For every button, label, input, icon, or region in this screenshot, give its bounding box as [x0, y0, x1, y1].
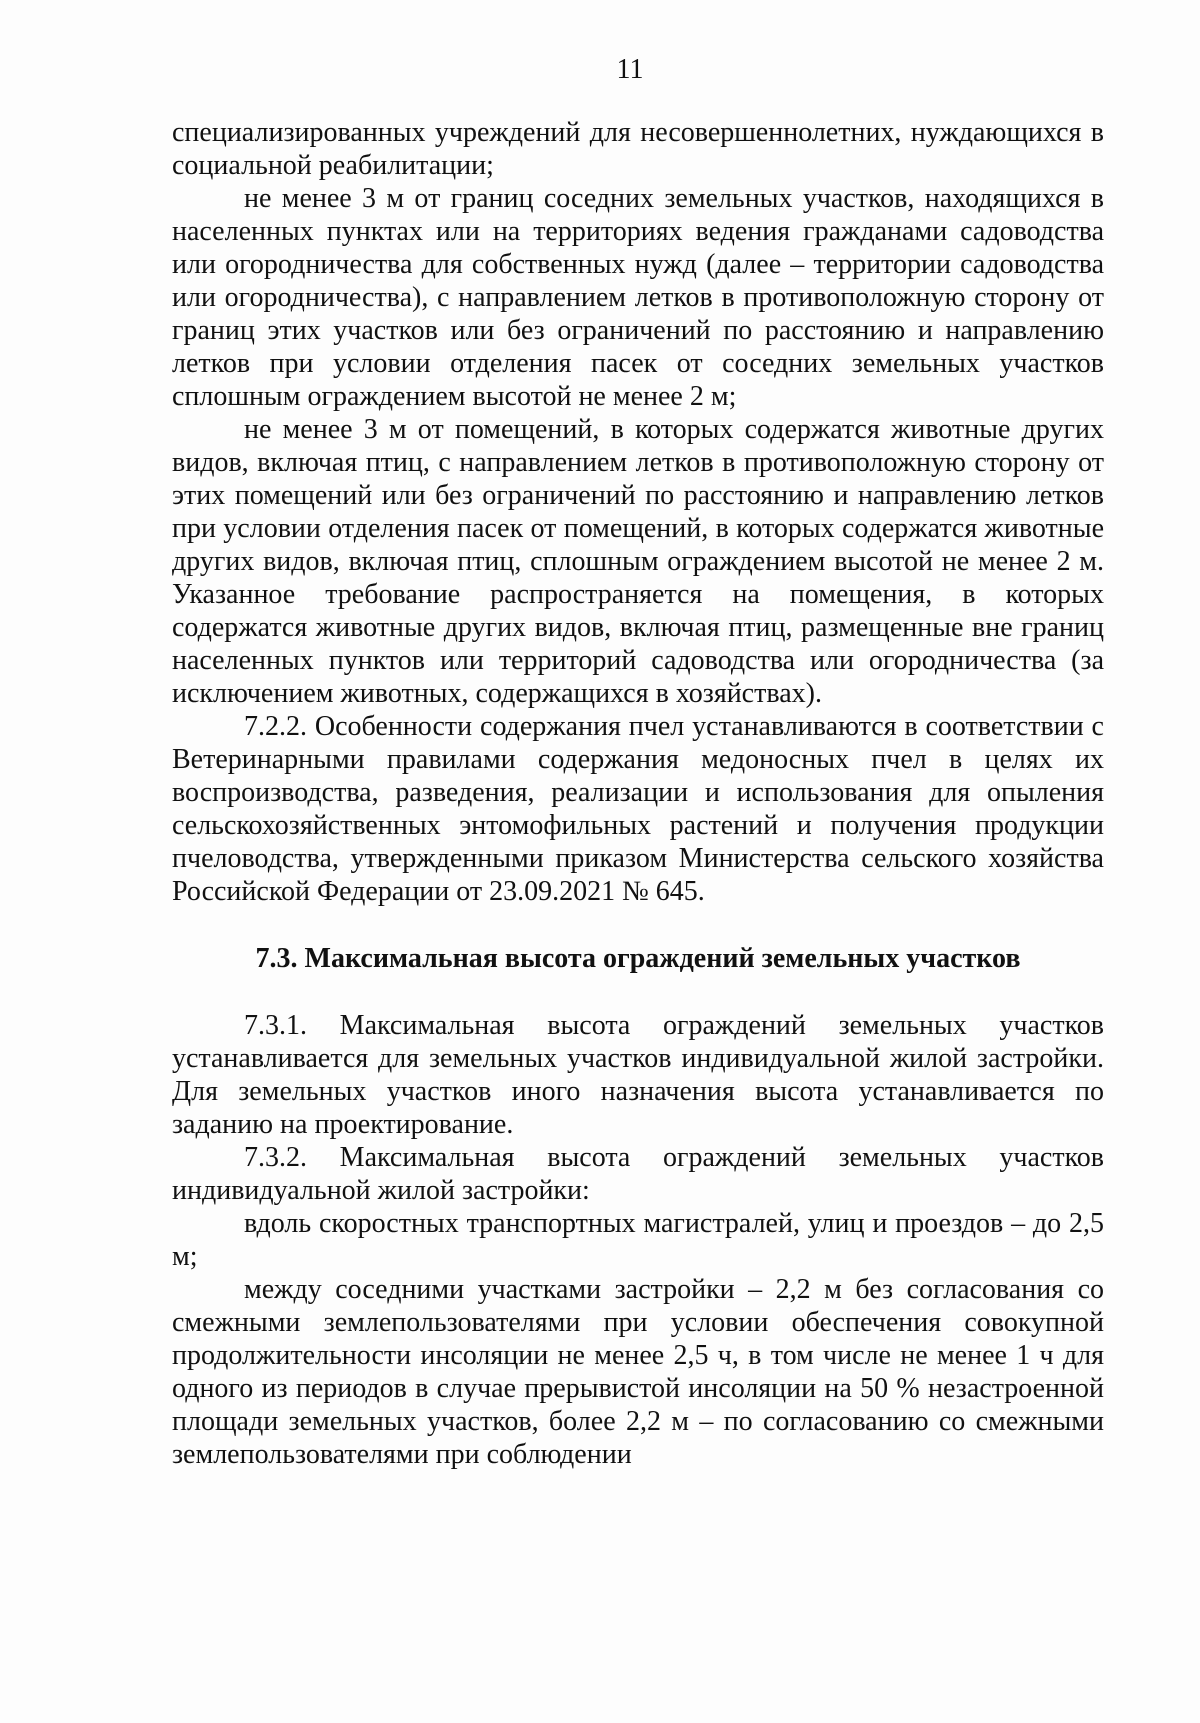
paragraph-8: между соседними участками застройки – 2,2 м без согласования со смежными землепользователями при условии обеспечения совокупной продолжительности инсоляции не менее 2,5 ч, в том числе не менее 1 ч для одного из периодов в случае прерывистой инсоляции на 50 % незастроенной площади земельных участков, более 2,2 м – по согласованию со смежными землепользователями при соблюдении — [172, 1274, 1104, 1470]
paragraph-2: не менее 3 м от границ соседних земельных участков, находящихся в населенных пунктах или на территориях ведения гражданами садоводства или огородничества для собственных нужд (далее – территории садоводства или огородничества), с направлением летков в противоположную сторону от границ этих участков или без ограничений по расстоянию и направлению летков при условии отделения пасек от соседних земельных участков сплошным ограждением высотой не менее 2 м; — [172, 183, 1104, 412]
section-heading: 7.3. Максимальная высота ограждений земельных участков — [255, 943, 1021, 974]
paragraph-7: вдоль скоростных транспортных магистралей, улиц и проездов – до 2,5 м; — [172, 1208, 1104, 1272]
page-number: 11 — [616, 54, 644, 85]
paragraph-3: не менее 3 м от помещений, в которых содержатся животные других видов, включая птиц, с направлением летков в противоположную сторону от этих помещений или без ограничений по расстоянию и направлению летков при условии отделения пасек от помещений, в которых содержатся животные других видов, включая птиц, сплошным ограждением высотой не менее 2 м. Указанное требование распространяется на помещения, в которых содержатся животные других видов, включая птиц, размещенные вне границ населенных пунктов или территорий садоводства или огородничества (за исключением животных, содержащихся в хозяйствах). — [172, 414, 1104, 709]
paragraph-1: специализированных учреждений для несовершеннолетних, нуждающихся в социальной реабилитации; — [172, 117, 1104, 181]
paragraph-5: 7.3.1. Максимальная высота ограждений земельных участков устанавливается для земельных участков индивидуальной жилой застройки. Для земельных участков иного назначения высота устанавливается по заданию на проектирование. — [172, 1010, 1104, 1140]
document-body — [172, 116, 1104, 1471]
paragraph-6: 7.3.2. Максимальная высота ограждений земельных участков индивидуальной жилой застройки: — [172, 1142, 1104, 1206]
paragraph-4: 7.2.2. Особенности содержания пчел устанавливаются в соответствии с Ветеринарными правилами содержания медоносных пчел в целях их воспроизводства, разведения, реализации и использования для опыления сельскохозяйственных энтомофильных растений и получения продукции пчеловодства, утвержденными приказом Министерства сельского хозяйства Российской Федерации от 23.09.2021 № 645. — [172, 711, 1104, 907]
